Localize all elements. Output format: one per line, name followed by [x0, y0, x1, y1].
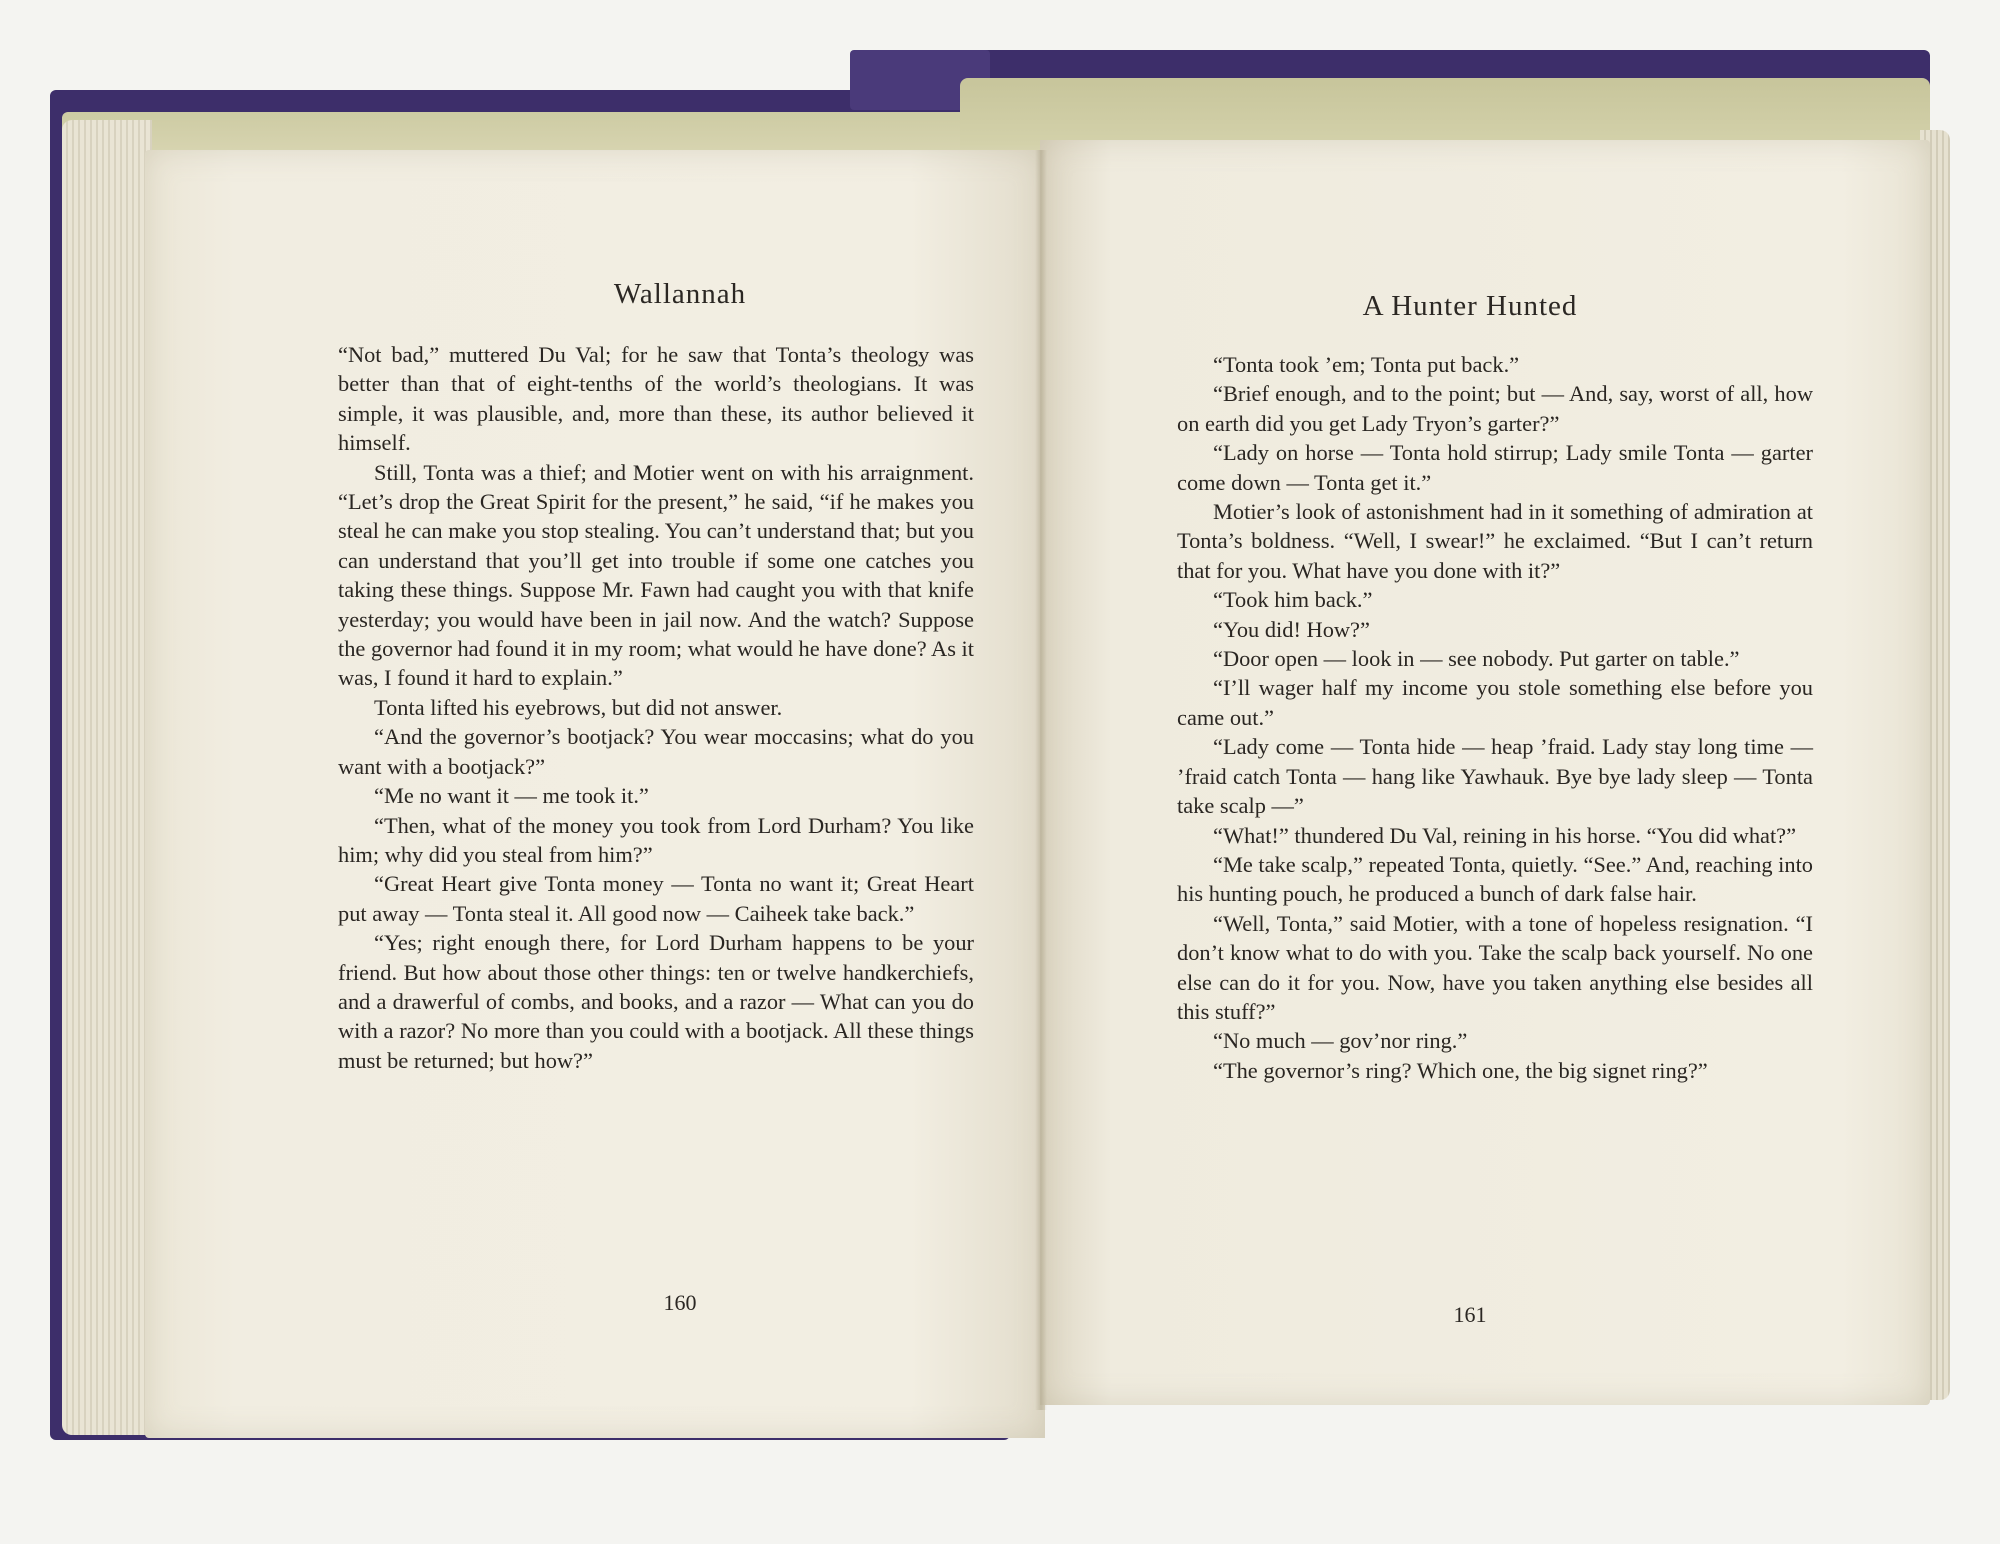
- paragraph: “I’ll wager half my income you stole something else before you came out.”: [1177, 675, 1813, 730]
- paragraph: “Lady come — Tonta hide — heap ’fraid. Lady stay long time — ’fraid catch Tonta — hang like Yawhauk. Bye bye lady sleep — Tonta take scalp —”: [1177, 734, 1813, 819]
- paragraph: “And the governor’s bootjack? You wear moccasins; what do you want with a bootjack?”: [338, 724, 974, 779]
- paragraph: “The governor’s ring? Which one, the big signet ring?”: [1213, 1057, 1708, 1083]
- open-book: [50, 50, 1970, 1470]
- paragraph: “Me take scalp,” repeated Tonta, quietly. “See.” And, reaching into his hunting pouch, he produced a bunch of dark false hair.: [1177, 851, 1813, 907]
- paragraph: Tonta lifted his eyebrows, but did not answer.: [374, 694, 783, 720]
- paragraph: “Not bad,” muttered Du Val; for he saw that Tonta’s theology was better than that of eight-tenths of the world’s theologians. It was simple, it was plausible, and, more than these, its author believed it himself.: [338, 342, 974, 456]
- paragraph: Still, Tonta was a thief; and Motier went on with his arraignment. “Let’s drop the Great Spirit for the present,” he said, “if he makes you steal he can make you stop stealing. You can’t understand that; but you can understand that you’ll get into trouble if some one catches you taking these things. Suppose Mr. Fawn had caught you with that knife yesterday; you would have been in jail now. And the watch? Suppose the governor had found it in my room; what would he have done? As it was, I found it hard to explain.”: [338, 459, 974, 691]
- page-number-right: 161: [1453, 1302, 1487, 1327]
- running-head-right: A Hunter Hunted: [1362, 290, 1578, 322]
- paragraph: “Door open — look in — see nobody. Put garter on table.”: [1213, 646, 1740, 672]
- paragraph: “No much — gov’nor ring.”: [1213, 1028, 1468, 1054]
- paragraph: “Brief enough, and to the point; but — And, say, worst of all, how on earth did you get Lady Tryon’s garter?”: [1177, 381, 1813, 436]
- right-page-text: [1177, 350, 1813, 1085]
- book-gutter: [1035, 150, 1047, 1410]
- paragraph: Motier’s look of astonishment had in it something of admiration at Tonta’s boldness. “Well, I swear!” he exclaimed. “But I can’t return that for you. What have you done with it?”: [1177, 499, 1813, 583]
- paragraph: “Yes; right enough there, for Lord Durham happens to be your friend. But how about those other things: ten or twelve handkerchiefs, and a drawerful of combs, and books, and a razor — What can you do with a razor? No more than you could with a bootjack. All these things must be returned; but how?”: [338, 930, 974, 1073]
- paragraph: “Took him back.”: [1213, 587, 1373, 613]
- left-page-text: [338, 340, 974, 1075]
- page-edges-left: [62, 120, 152, 1435]
- page-number-left: 160: [663, 1290, 697, 1315]
- running-head-left: Wallannah: [613, 278, 747, 310]
- paragraph: “Tonta took ’em; Tonta put back.”: [1213, 352, 1520, 377]
- paragraph: “Great Heart give Tonta money — Tonta no want it; Great Heart put away — Tonta steal it. All good now — Caiheek take back.”: [338, 871, 974, 926]
- paragraph: “Lady on horse — Tonta hold stirrup; Lady smile Tonta — garter come down — Tonta get it.”: [1177, 440, 1813, 495]
- paragraph: “Me no want it — me took it.”: [374, 783, 649, 809]
- paragraph: “Then, what of the money you took from Lord Durham? You like him; why did you steal from him?”: [338, 812, 974, 867]
- paragraph: “You did! How?”: [1213, 616, 1370, 642]
- paragraph: “What!” thundered Du Val, reining in his horse. “You did what?”: [1213, 822, 1797, 848]
- paragraph: “Well, Tonta,” said Motier, with a tone of hopeless resignation. “I don’t know what to do with you. Take the scalp back yourself. No one else can do it for you. Now, have you taken anything else besides all this stuff?”: [1177, 910, 1813, 1024]
